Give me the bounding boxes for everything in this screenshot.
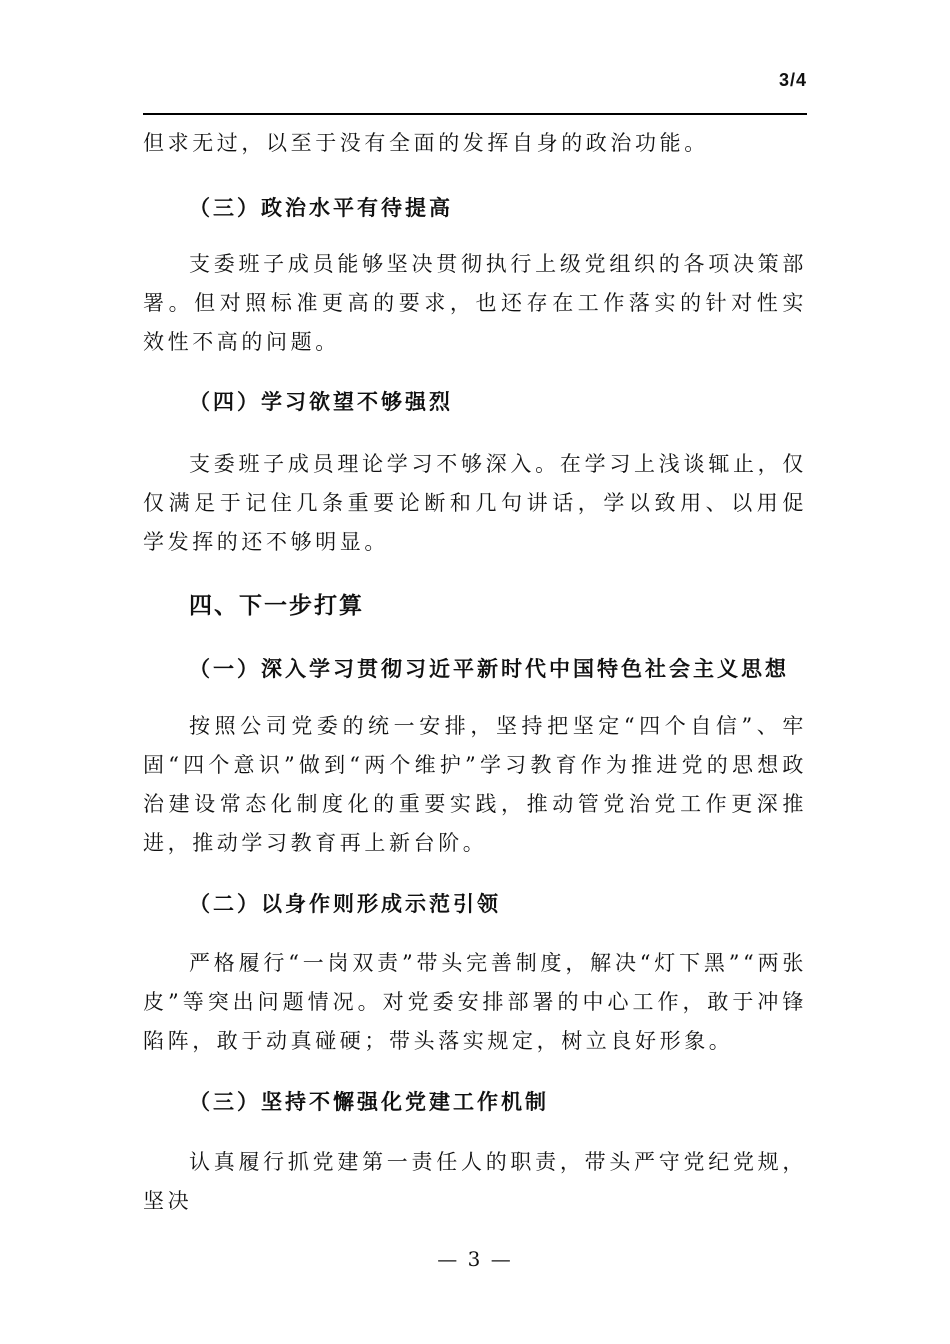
document-body [143, 124, 807, 1221]
paragraph-study-thought: 按照公司党委的统一安排，坚持把坚定“四个自信”、牢固“四个意识”做到“两个维护”学习教育作为推进党的思想政治建设常态化制度化的重要实践，推动管党治党工作更深推进，推动学习教育再上新台阶。 [143, 714, 807, 855]
header-page-indicator: 3/4 [778, 70, 807, 90]
section-heading-next-steps: 四、下一步打算 [189, 593, 364, 619]
subheading-study-thought: （一）深入学习贯彻习近平新时代中国特色社会主义思想 [189, 657, 789, 681]
paragraph-lead-by-example: 严格履行“一岗双责”带头完善制度，解决“灯下黑”“两张皮”等突出问题情况。对党委安排部署的中心工作，敢于冲锋陷阵，敢于动真碰硬；带头落实规定，树立良好形象。 [143, 951, 807, 1053]
subheading-learning-desire: （四）学习欲望不够强烈 [189, 390, 453, 414]
subheading-lead-by-example: （二）以身作则形成示范引领 [189, 892, 501, 916]
paragraph-party-mechanism: 认真履行抓党建第一责任人的职责，带头严守党纪党规，坚决 [143, 1150, 807, 1213]
paragraph-continuation: 但求无过，以至于没有全面的发挥自身的政治功能。 [143, 131, 709, 155]
header-rule [143, 113, 807, 115]
paragraph-political-level: 支委班子成员能够坚决贯彻执行上级党组织的各项决策部署。但对照标准更高的要求，也还存在工作落实的针对性实效性不高的问题。 [143, 252, 807, 354]
paragraph-learning-desire: 支委班子成员理论学习不够深入。在学习上浅谈辄止，仅仅满足于记住几条重要论断和几句讲话，学以致用、以用促学发挥的还不够明显。 [143, 452, 807, 554]
subheading-party-mechanism: （三）坚持不懈强化党建工作机制 [189, 1090, 549, 1114]
footer-page-number: — 3 — [437, 1247, 513, 1271]
subheading-political-level: （三）政治水平有待提高 [189, 196, 453, 220]
